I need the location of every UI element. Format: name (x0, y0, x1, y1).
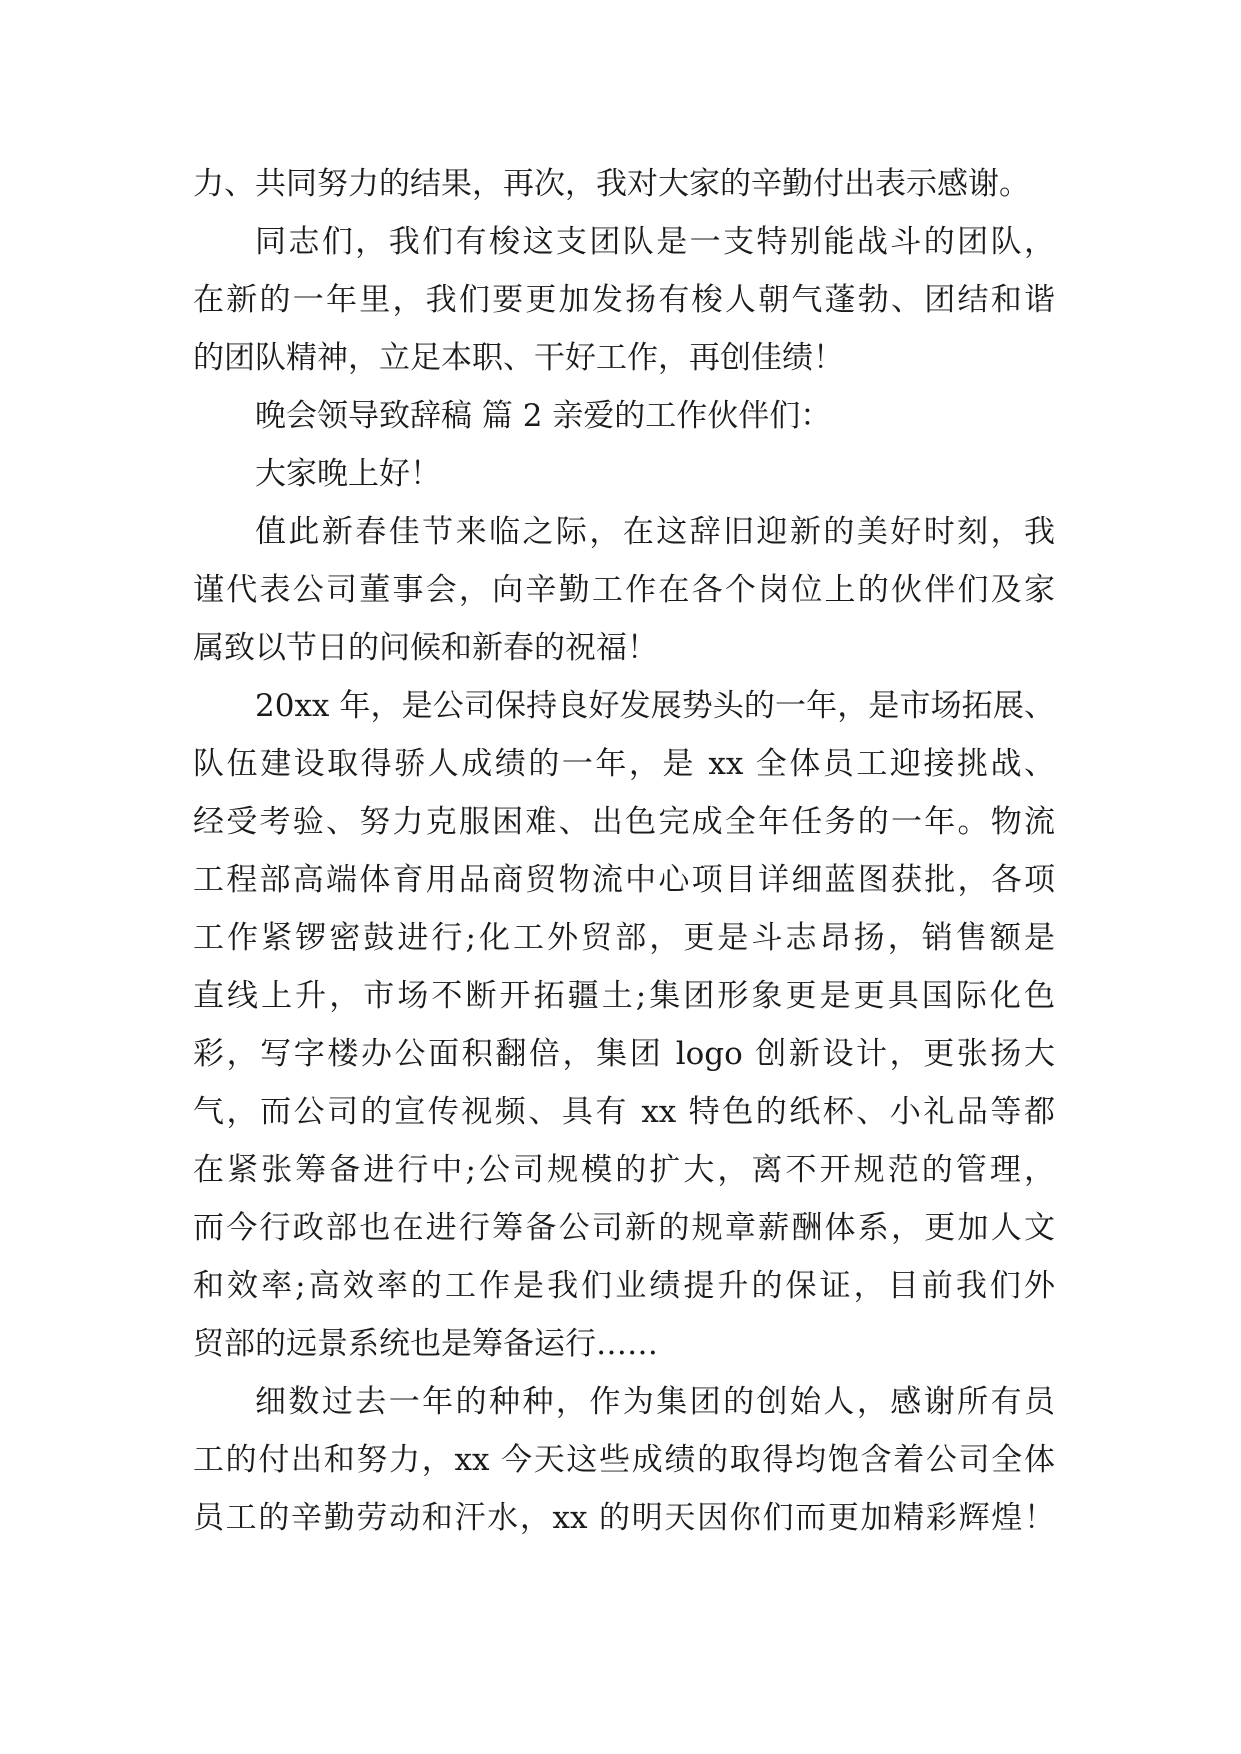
text-line: 工作紧锣密鼓进行;化工外贸部，更是斗志昂扬，销售额是 (193, 920, 1055, 956)
document-body (193, 155, 1055, 1547)
text-line: 员工的辛勤劳动和汗水，xx 的明天因你们而更加精彩辉煌！ (193, 1500, 1055, 1536)
text-line: 在紧张筹备进行中;公司规模的扩大，离不开规范的管理， (193, 1152, 1055, 1188)
text-line: 属致以节日的问候和新春的祝福！ (193, 630, 658, 666)
text-line: 贸部的远景系统也是筹备运行…… (193, 1326, 658, 1362)
text-line: 直线上升，市场不断开拓疆土;集团形象更是更具国际化色 (193, 978, 1055, 1014)
text-line: 力、共同努力的结果，再次，我对大家的辛勤付出表示感谢。 (193, 166, 1030, 202)
text-line: 值此新春佳节来临之际，在这辞旧迎新的美好时刻，我 (255, 514, 1055, 550)
text-line: 经受考验、努力克服困难、出色完成全年任务的一年。物流 (193, 804, 1055, 840)
text-line: 的团队精神，立足本职、干好工作，再创佳绩！ (193, 340, 844, 376)
text-line: 工程部高端体育用品商贸物流中心项目详细蓝图获批，各项 (193, 862, 1055, 898)
text-line: 队伍建设取得骄人成绩的一年，是 xx 全体员工迎接挑战、 (193, 746, 1055, 782)
text-line: 气，而公司的宣传视频、具有 xx 特色的纸杯、小礼品等都 (193, 1094, 1055, 1130)
text-line: 20xx 年，是公司保持良好发展势头的一年，是市场拓展、 (255, 688, 1055, 724)
greeting-line: 大家晚上好！ (255, 456, 441, 492)
text-line: 彩，写字楼办公面积翻倍，集团 logo 创新设计，更张扬大 (193, 1036, 1055, 1072)
text-line: 和效率;高效率的工作是我们业绩提升的保证，目前我们外 (193, 1268, 1055, 1304)
text-line: 在新的一年里，我们要更加发扬有梭人朝气蓬勃、团结和谐 (193, 282, 1055, 318)
section-heading: 晚会领导致辞稿 篇 2 亲爱的工作伙伴们： (255, 398, 832, 434)
text-line: 而今行政部也在进行筹备公司新的规章薪酬体系，更加人文 (193, 1210, 1055, 1246)
text-line: 同志们，我们有梭这支团队是一支特别能战斗的团队， (255, 224, 1055, 260)
text-line: 细数过去一年的种种，作为集团的创始人，感谢所有员 (255, 1384, 1055, 1420)
text-line: 谨代表公司董事会，向辛勤工作在各个岗位上的伙伴们及家 (193, 572, 1055, 608)
text-line: 工的付出和努力，xx 今天这些成绩的取得均饱含着公司全体 (193, 1442, 1055, 1478)
